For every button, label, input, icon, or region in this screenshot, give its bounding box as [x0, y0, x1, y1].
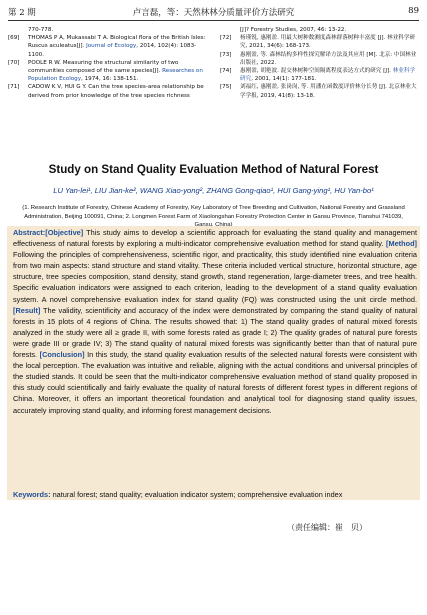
journal-link[interactable]: Researches on Population Ecology	[28, 68, 203, 83]
running-title: 卢言磊，等：天然林林分质量评价方法研究	[132, 8, 295, 18]
method-label: [Method]	[386, 239, 417, 249]
reference-list-left	[8, 26, 208, 100]
paper-title: Study on Stand Quality Evaluation Method of Natural Forest	[48, 163, 379, 176]
conclusion-label: [Conclusion]	[39, 350, 85, 360]
issue-number: 第 2 期	[8, 8, 36, 18]
author-list: LU Yan-lei¹, LIU Jian-ke², WANG Xiao-yong², ZHANG Gong-qiao¹, HUI Gang-ying¹, HU Yan-bo¹	[53, 186, 374, 195]
reference-list-right	[220, 26, 420, 100]
reference-item: [75] 刘福红, 惠刚盈, 张岗岗, 等. 用潘在函数度评价林分长势 [J]. 北京林业大学学报, 2019, 41(8): 13-18.	[220, 84, 417, 99]
keywords	[13, 489, 417, 500]
reference-item: [70] POOLE R W. Measuring the structural similarity of two communities composed of the same species[J]. Researches on Population Ecology, 1974, 16: 138-151.	[8, 59, 203, 83]
abstract-label: Abstract:	[13, 228, 46, 237]
objective-text: This study aims to develop a scientific approach for evaluating the stand quality and management effectiveness of natural forests by exploring a multi-indicator comprehensive evaluation method for stand quality.	[13, 228, 417, 249]
reference-item: [74] 惠刚盈, 胡艳波. 混交林树种空间隔离程度表达方式的研究 [J]. 林业科学研究, 2001, 14(1): 177-181.	[220, 68, 416, 83]
conclusion-text: In this study, the stand quality evaluation results of the selected natural forests were consistent with the local perception. The evaluation was intuitive and reliable, aligning with the actual conditions and universal principles of the studied stands. It could be seen that the multi-indicator comprehensive evaluation method of stand quality proposed in this study could scientifically and fairly evaluate the quality of natural forests of different forest types in different regions of China. Moreover, it offers an important theoretical foundation and analytical tool for diagnosing stand quality issues, accurately improving stand quality, and informing forest management decisions.	[13, 350, 417, 415]
affiliation: (1. Research Institute of Forestry, Chinese Academy of Forestry, Key Laboratory of Tree Breeding and Cultivation, National Forestry and Grassland Administration, Beijing 100091, China; 2. Longmen Forest Farm of Xiaolongshan Forestry Protection Center in Gansu Province, Tianshui 741039,	[22, 205, 405, 220]
responsible-editor: （责任编辑：崔 贝）	[287, 523, 367, 532]
journal-link[interactable]: 林业科学研究	[240, 68, 416, 83]
reference-item: [J]? Forestry Studies, 2007, 46: 13-22.	[240, 27, 347, 33]
objective-label: [Objective]	[45, 228, 84, 237]
reference-item: 770-778.	[28, 27, 54, 33]
abstract	[13, 227, 417, 416]
journal-link[interactable]: Journal of Ecology	[86, 43, 137, 50]
reference-item: [73] 惠刚盈, 等. 森林结构多样性探究解译方法及其应用 [M]. 北京: 中国林业出版社, 2022.	[220, 51, 417, 66]
keywords-text: natural forest; stand quality; evaluation indicator system; comprehensive evaluation index	[50, 490, 343, 499]
keywords-label: Keywords:	[13, 490, 51, 499]
page-number: 89	[408, 6, 419, 16]
reference-item: [71] CADOW K V, HUI G Y. Can the tree species-area relationship be derived from prior knowledge of the tree species richness	[8, 84, 204, 99]
result-label: [Result]	[13, 305, 41, 315]
reference-item: [69] THOMAS P A, Mukassabi T A. Biological flora of the British Isles: Ruscus aculeatus[J]. Journal of Ecology, 2014, 102(4): 1083-1100.	[8, 35, 206, 58]
result-text: The validity, scientificity and accuracy of the index were demonstrated by comparing the stand quality of natural forests in 15 plots of 4 regions of China. The results showed that: 1) The stand quality grades of natural mixed forests analyzed in the study were all ≥ grade II, with some forests rated as grade I; 2) The quality grades of natural pure forests were grade III or grade IV; 3) The stand quality of natural mixed forests was significantly better than that of natural pure forests.	[13, 305, 417, 360]
page-header	[8, 6, 419, 20]
method-text: Following the principles of comprehensiveness, scientific rigor, and practicality, this study identified nine evaluation criteria from two main aspects: stand structure and stand vitality. These criteria included vertical structure, horizontal structure, age structure, tree species composition, stand density, stand growth, stand regeneration, large-diameter trees, and tree health. Specific evaluation indicators were assigned to each criterion, leading to the development of a stand quality evaluation system. A novel comprehensive evaluation index for stand quality (FQ) was constructed using the unit circle method.	[13, 250, 417, 304]
reference-item: [72] 杨瑾锐, 惠刚盈. 用最大树种数测度森林群落树种丰富度 [J]. 林业科学研究, 2021, 34(6): 168-173.	[220, 35, 416, 50]
header-rule	[8, 20, 419, 21]
